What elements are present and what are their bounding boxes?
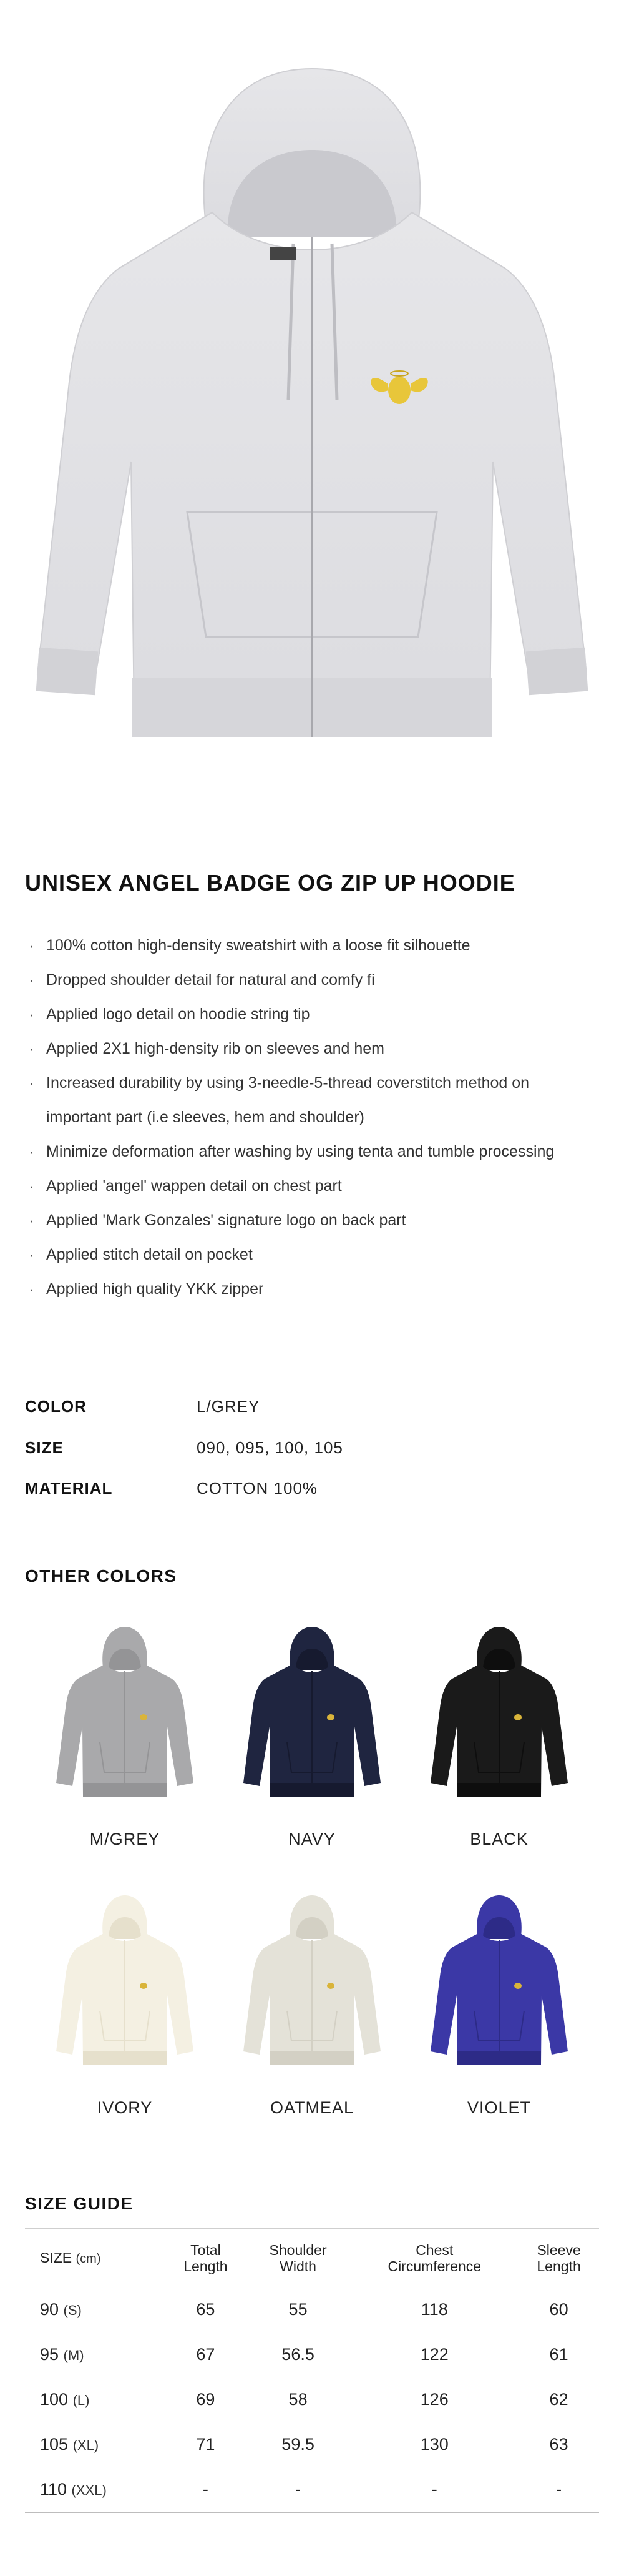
cell-chest-circumference: 118 xyxy=(421,2299,448,2319)
spec-label: SIZE xyxy=(25,1438,64,1457)
product-hero-image xyxy=(0,0,624,806)
table-row xyxy=(25,2287,599,2332)
list-item xyxy=(25,1135,612,1169)
cell-size xyxy=(25,2377,165,2422)
table-row xyxy=(25,2377,599,2422)
cell-shoulder-width: 58 xyxy=(288,2389,308,2409)
cell-shoulder-width: 59.5 xyxy=(281,2434,314,2454)
col-label: Chest xyxy=(416,2242,454,2258)
color-option-1[interactable] xyxy=(218,1624,406,1848)
cell-shoulder-width: 55 xyxy=(288,2299,308,2319)
color-option-4[interactable] xyxy=(218,1892,406,2117)
list-item xyxy=(25,1169,612,1203)
table-row xyxy=(25,2422,599,2467)
color-option-0[interactable] xyxy=(31,1624,218,1848)
feature-text: Increased durability by using 3-needle-5-thread coverstitch method on xyxy=(46,1074,530,1092)
size-guide-heading: SIZE GUIDE xyxy=(25,2194,134,2213)
cell-total-length: 65 xyxy=(196,2299,215,2319)
list-item xyxy=(25,1203,612,1238)
color-option-5[interactable] xyxy=(406,1892,593,2117)
cell-total-length: - xyxy=(202,2479,208,2499)
col-label: Shoulder xyxy=(269,2242,327,2258)
cell-chest-circumference: 130 xyxy=(420,2434,449,2454)
feature-text-continued: important part (i.e sleeves, hem and shoulder) xyxy=(46,1108,364,1126)
feature-list xyxy=(25,929,612,1306)
col-total-length xyxy=(165,2229,246,2287)
hoodie-thumbnail xyxy=(231,1624,393,1811)
col-size xyxy=(25,2229,165,2287)
spec-value: L/GREY xyxy=(197,1397,260,1416)
spec-label: COLOR xyxy=(25,1397,87,1416)
cell-sleeve-length: 60 xyxy=(549,2299,568,2319)
cell-sleeve-length: 61 xyxy=(549,2344,568,2364)
hoodie-thumbnail xyxy=(44,1892,206,2080)
cell-chest-circumference: 122 xyxy=(420,2344,449,2364)
color-option-2[interactable] xyxy=(406,1624,593,1848)
col-label: Width xyxy=(280,2258,316,2274)
cell-size xyxy=(25,2467,165,2512)
feature-text: Applied high quality YKK zipper xyxy=(46,1280,264,1298)
cell-total-length: 67 xyxy=(196,2344,215,2364)
hoodie-thumbnail xyxy=(418,1624,580,1811)
other-colors-heading: OTHER COLORS xyxy=(25,1566,177,1586)
feature-text: Minimize deformation after washing by using tenta and tumble processing xyxy=(46,1143,555,1160)
col-label: Length xyxy=(537,2258,581,2274)
feature-text: Applied logo detail on hoodie string tip xyxy=(46,1005,310,1023)
list-item xyxy=(25,1032,612,1066)
size-unit: (S) xyxy=(63,2302,82,2318)
hoodie-thumbnail xyxy=(44,1624,206,1811)
cell-sleeve-length: 62 xyxy=(549,2389,568,2409)
table-header-row xyxy=(25,2229,599,2287)
feature-text: 100% cotton high-density sweatshirt with a loose fit silhouette xyxy=(46,937,470,954)
size-unit: (XXL) xyxy=(71,2482,107,2498)
feature-text: Applied 2X1 high-density rib on sleeves and hem xyxy=(46,1040,385,1057)
size-unit: (XL) xyxy=(72,2437,99,2453)
cell-size xyxy=(25,2422,165,2467)
cell-shoulder-width: - xyxy=(295,2479,301,2499)
col-sleeve-length xyxy=(519,2229,599,2287)
col-chest-circumference xyxy=(350,2229,519,2287)
cell-chest-circumference: - xyxy=(431,2479,437,2499)
col-label: Length xyxy=(183,2258,228,2274)
size-value: 100 xyxy=(40,2389,73,2409)
cell-total-length: 71 xyxy=(196,2434,215,2454)
size-unit: (M) xyxy=(63,2347,84,2363)
spec-value: 090, 095, 100, 105 xyxy=(197,1438,343,1457)
size-unit: (L) xyxy=(72,2392,90,2408)
color-option-label: M/GREY xyxy=(89,1830,160,1848)
size-guide-table xyxy=(25,2228,599,2513)
col-shoulder-width xyxy=(246,2229,351,2287)
hoodie-illustration xyxy=(0,0,624,806)
spec-value: COTTON 100% xyxy=(197,1479,318,1498)
cell-size xyxy=(25,2332,165,2377)
col-label: Circumference xyxy=(388,2258,481,2274)
list-item xyxy=(25,1066,612,1135)
feature-text: Applied stitch detail on pocket xyxy=(46,1246,253,1263)
list-item xyxy=(25,1272,612,1306)
col-unit: (cm) xyxy=(76,2252,101,2266)
color-option-label: IVORY xyxy=(97,2098,153,2117)
color-option-label: OATMEAL xyxy=(270,2098,354,2117)
table-row xyxy=(25,2332,599,2377)
product-title: UNISEX ANGEL BADGE OG ZIP UP HOODIE xyxy=(25,870,515,896)
table-row xyxy=(25,2467,599,2512)
cell-sleeve-length: - xyxy=(556,2479,562,2499)
col-label: Total xyxy=(190,2242,221,2258)
size-value: 95 xyxy=(40,2344,64,2364)
cell-shoulder-width: 56.5 xyxy=(281,2344,314,2364)
color-option-label: BLACK xyxy=(470,1830,529,1848)
cell-chest-circumference: 126 xyxy=(420,2389,449,2409)
list-item xyxy=(25,997,612,1032)
col-label: SIZE xyxy=(40,2249,72,2266)
list-item xyxy=(25,963,612,997)
size-value: 110 xyxy=(40,2479,72,2499)
feature-text: Applied 'angel' wappen detail on chest part xyxy=(46,1177,342,1195)
feature-text: Dropped shoulder detail for natural and comfy fi xyxy=(46,971,375,989)
size-value: 90 xyxy=(40,2299,64,2319)
col-label: Sleeve xyxy=(537,2242,581,2258)
cell-sleeve-length: 63 xyxy=(549,2434,568,2454)
cell-size xyxy=(25,2287,165,2332)
list-item xyxy=(25,929,612,963)
size-value: 105 xyxy=(40,2434,73,2454)
feature-text: Applied 'Mark Gonzales' signature logo on back part xyxy=(46,1212,406,1229)
color-option-label: VIOLET xyxy=(467,2098,532,2117)
hoodie-thumbnail xyxy=(231,1892,393,2080)
color-option-3[interactable] xyxy=(31,1892,218,2117)
list-item xyxy=(25,1238,612,1272)
cell-total-length: 69 xyxy=(196,2389,215,2409)
color-option-label: NAVY xyxy=(288,1830,336,1848)
spec-label: MATERIAL xyxy=(25,1479,113,1498)
hoodie-thumbnail xyxy=(418,1892,580,2080)
